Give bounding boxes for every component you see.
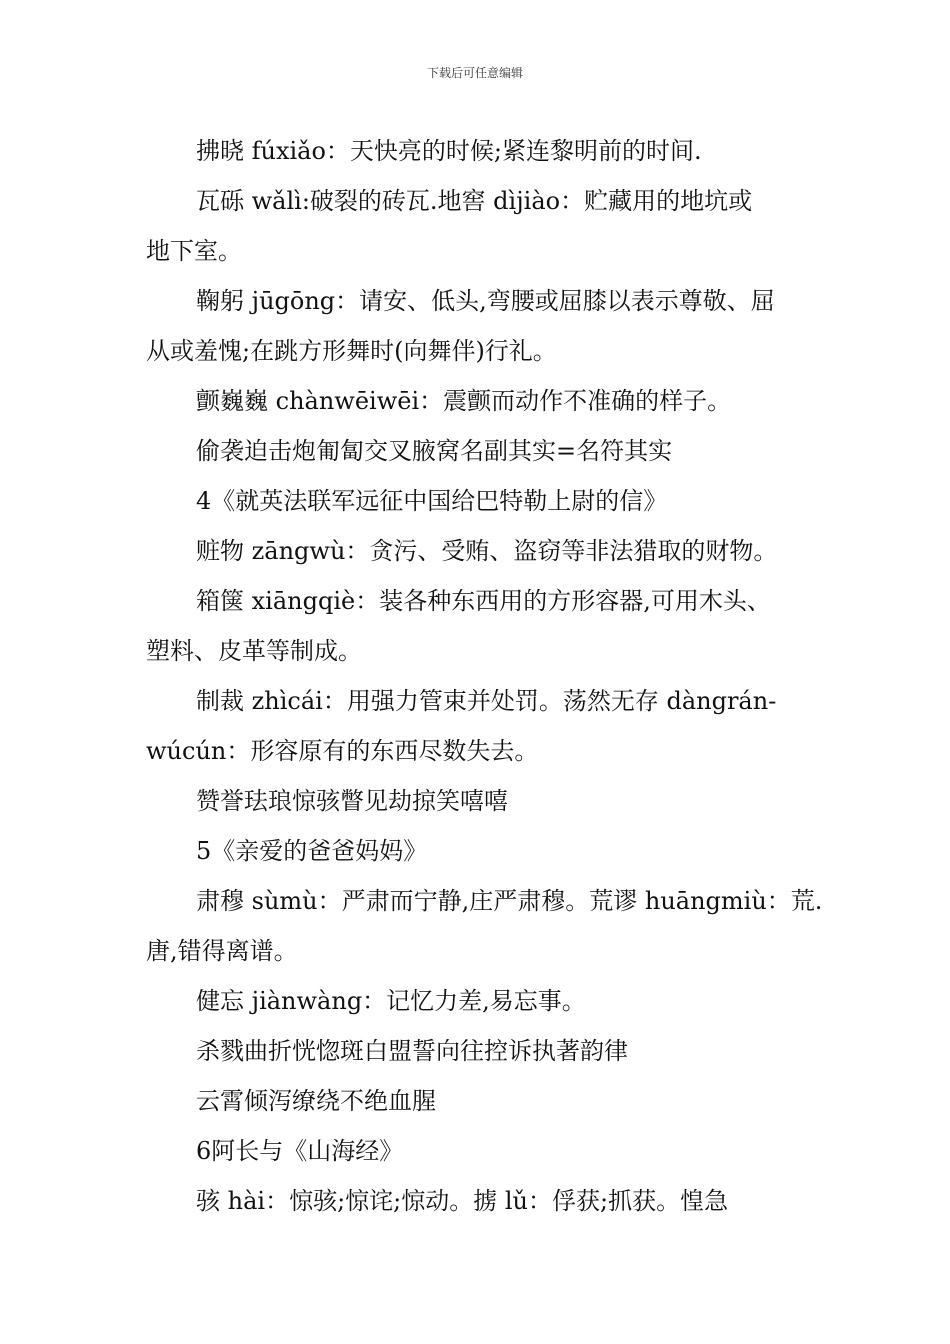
document-body (146, 126, 823, 1226)
text-line: 偷袭迫击炮匍匐交叉腋窝名副其实=名符其实 (196, 437, 673, 465)
paragraph (146, 176, 811, 276)
paragraph (146, 976, 811, 1026)
text-line: 制裁 zhìcái：用强力管束并处罚。荡然无存 dàngrán- (196, 687, 777, 715)
text-line: 赞誉珐琅惊骇瞥见劫掠笑嘻嘻 (196, 787, 508, 815)
text-line: wúcún：形容原有的东西尽数失去。 (146, 737, 539, 765)
text-line: 6阿长与《山海经》 (196, 1137, 404, 1165)
text-line: 地下室。 (146, 237, 242, 265)
section-heading (146, 476, 811, 526)
text-line: 赃物 zāngwù：贪污、受贿、盗窃等非法猎取的财物。 (196, 537, 778, 565)
text-line: 颤巍巍 chànwēiwēi：震颤而动作不准确的样子。 (196, 387, 732, 415)
paragraph (146, 776, 811, 826)
paragraph (146, 1176, 811, 1226)
page-header: 下载后可任意编辑 (426, 66, 523, 80)
paragraph (146, 576, 811, 676)
text-line: 杀戮曲折恍惚斑白盟誓向往控诉执著韵律 (196, 1037, 628, 1065)
text-line: 云霄倾泻缭绕不绝血腥 (196, 1087, 436, 1115)
text-line: 鞠躬 jūgōng：请安、低头,弯腰或屈膝以表示尊敬、屈 (196, 287, 775, 315)
text-line: 5《亲爱的爸爸妈妈》 (196, 837, 428, 865)
text-line: 肃穆 sùmù：严肃而宁静,庄严肃穆。荒谬 huāngmiù：荒. (196, 887, 823, 915)
text-line: 唐,错得离谱。 (146, 937, 298, 965)
text-line: 箱箧 xiāngqiè：装各种东西用的方形容器,可用木头、 (196, 587, 771, 615)
paragraph (146, 526, 811, 576)
text-line: 瓦砾 wǎlì:破裂的砖瓦.地窖 dìjiào：贮藏用的地坑或 (196, 187, 753, 215)
paragraph (146, 376, 811, 426)
text-line: 从或羞愧;在跳方形舞时(向舞伴)行礼。 (146, 337, 557, 365)
paragraph (146, 126, 811, 176)
paragraph (146, 876, 823, 976)
text-line: 塑料、皮革等制成。 (146, 637, 362, 665)
paragraph (146, 1076, 811, 1126)
paragraph (146, 1026, 811, 1076)
text-line: 骇 hài：惊骇;惊诧;惊动。掳 lǔ：俘获;抓获。惶急 (196, 1187, 729, 1215)
text-line: 拂晓 fúxiǎo：天快亮的时候;紧连黎明前的时间. (196, 137, 702, 165)
paragraph (146, 276, 811, 376)
section-heading (146, 826, 811, 876)
paragraph (146, 676, 811, 776)
text-line: 4《就英法联军远征中国给巴特勒上尉的信》 (196, 487, 668, 515)
text-line: 健忘 jiànwàng：记忆力差,易忘事。 (196, 987, 586, 1015)
paragraph (146, 426, 811, 476)
section-heading (146, 1126, 811, 1176)
